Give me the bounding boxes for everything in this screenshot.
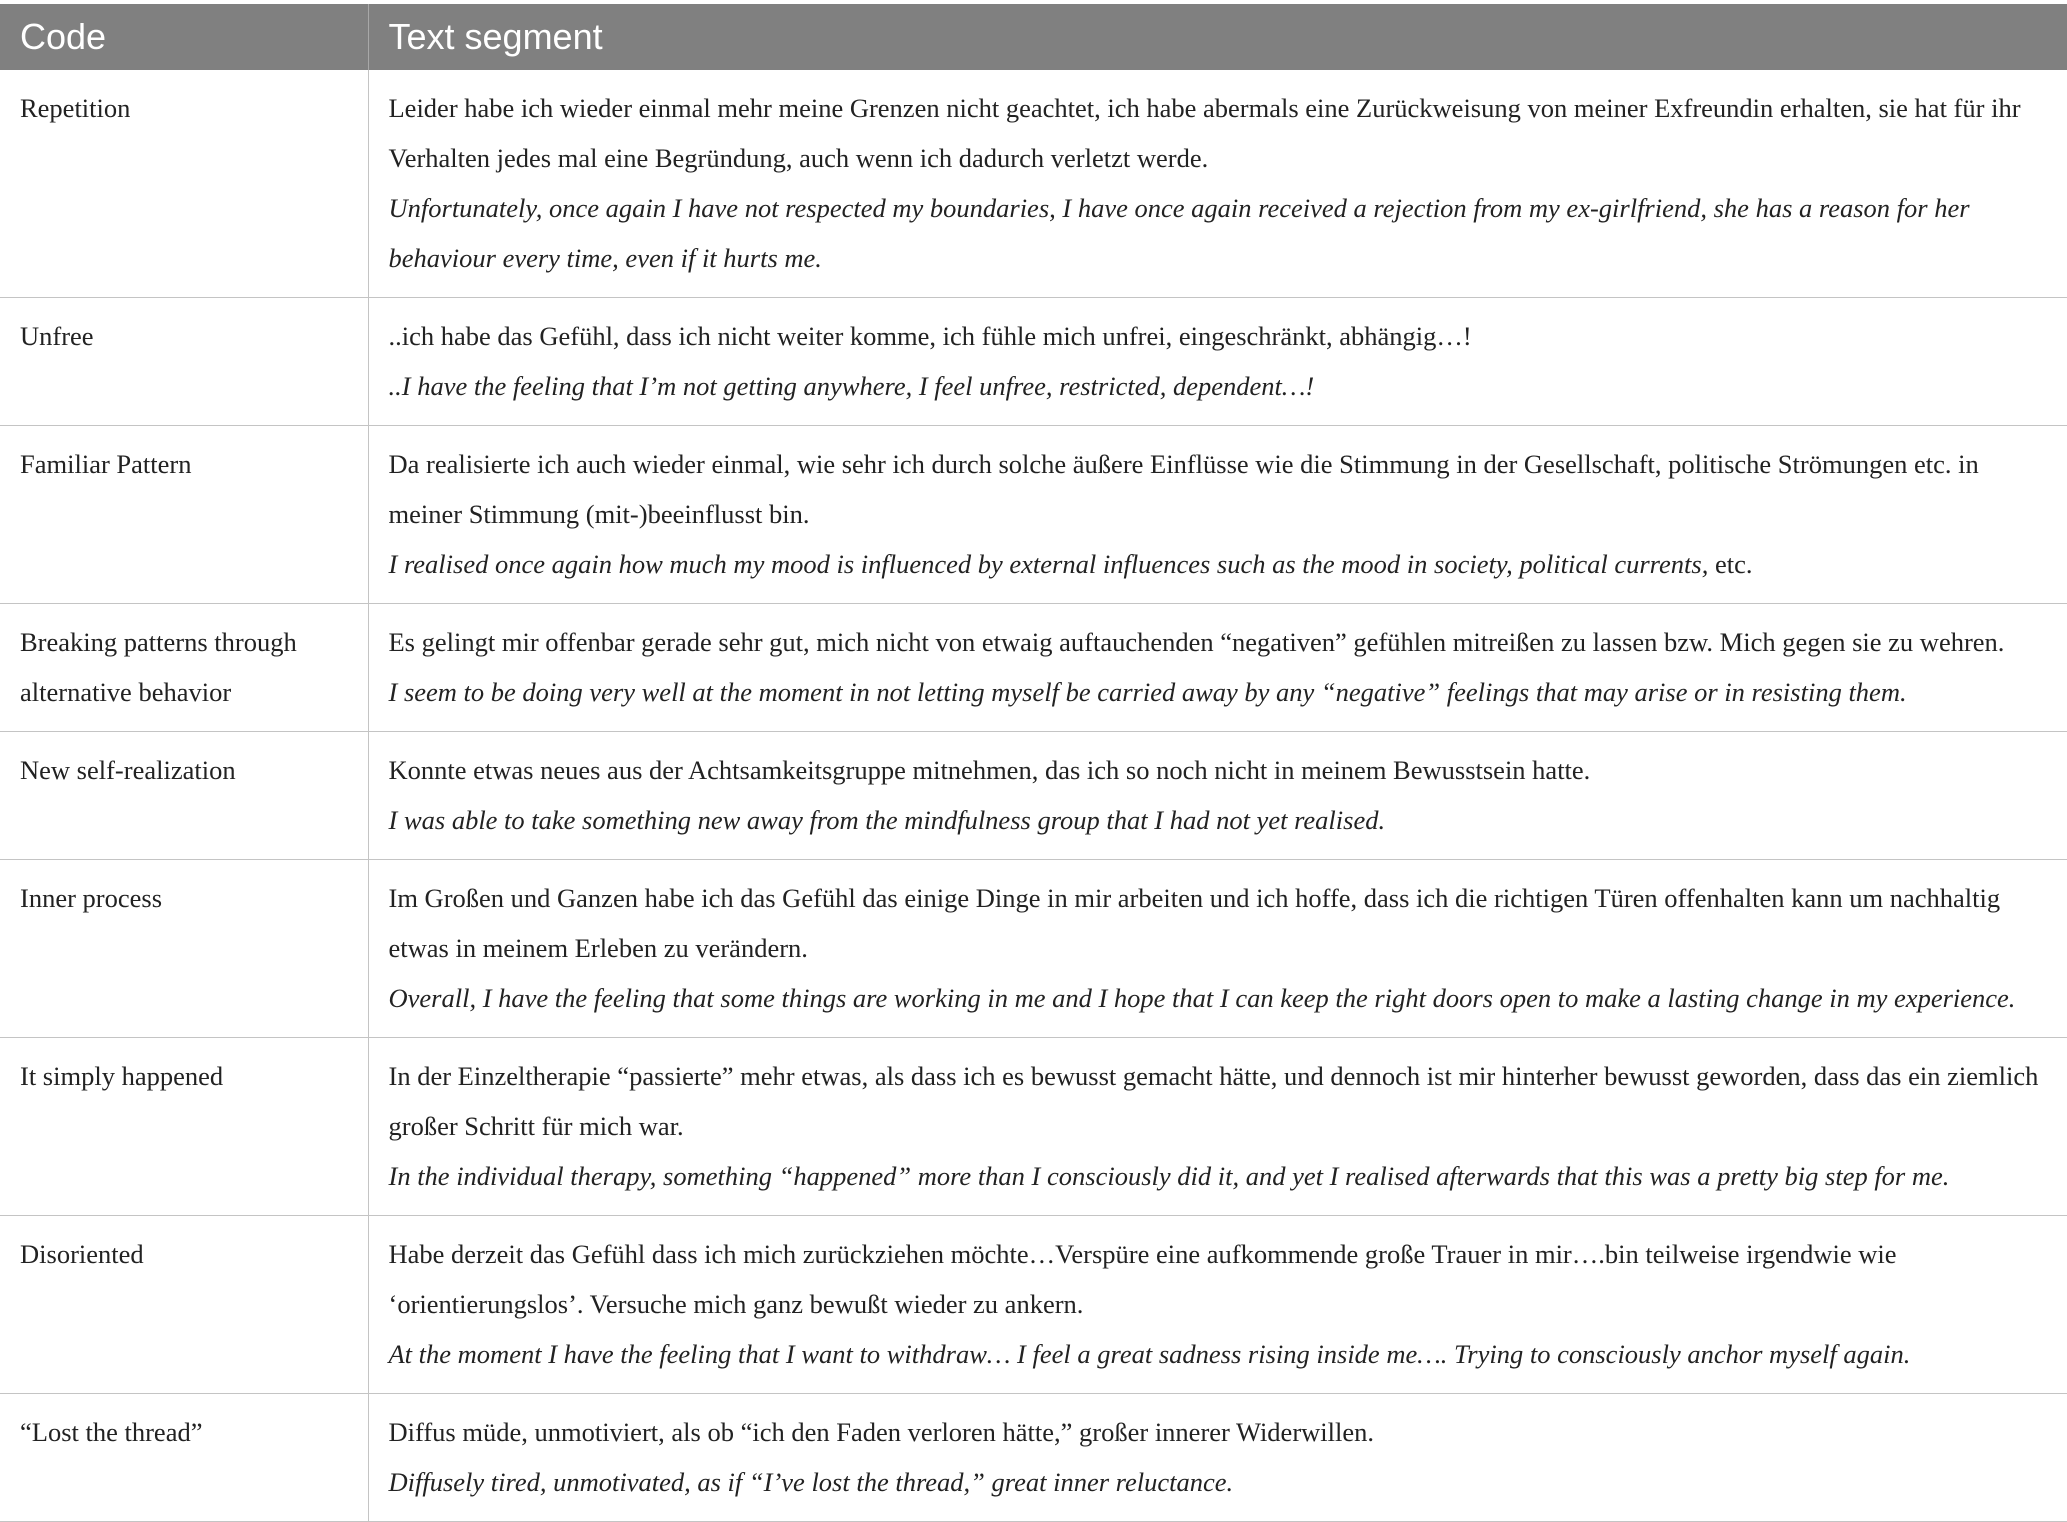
table-row (0, 298, 2067, 426)
german-text: In der Einzeltherapie “passierte” mehr etwas, als dass ich es bewusst gemacht hätte, und dennoch ist mir hinterher bewusst geworden, dass das ein ziemlich großer Schritt für mich war. (388, 1061, 2039, 1141)
code-cell: Disoriented (0, 1216, 368, 1394)
table-row (0, 426, 2067, 604)
english-translation: At the moment I have the feeling that I want to withdraw… I feel a great sadness rising inside me…. Trying to consciously anchor myself again. (388, 1339, 1911, 1369)
table-row (0, 70, 2067, 298)
english-translation: Diffusely tired, unmotivated, as if “I’ve lost the thread,” great inner reluctance. (388, 1467, 1234, 1497)
code-cell: Inner process (0, 860, 368, 1038)
english-translation: Overall, I have the feeling that some things are working in me and I hope that I can keep the right doors open to make a lasting change in my experience. (388, 983, 2016, 1013)
text-segment-cell (368, 604, 2067, 732)
code-cell: It simply happened (0, 1038, 368, 1216)
table-row (0, 1038, 2067, 1216)
code-cell: Familiar Pattern (0, 426, 368, 604)
table-header (0, 4, 2067, 70)
code-cell: Unfree (0, 298, 368, 426)
german-text: Da realisierte ich auch wieder einmal, wie sehr ich durch solche äußere Einflüsse wie die Stimmung in der Gesellschaft, politische Strömungen etc. in meiner Stimmung (mit-)beeinflusst bin. (388, 449, 1979, 529)
german-text: ..ich habe das Gefühl, dass ich nicht weiter komme, ich fühle mich unfrei, eingeschränkt, abhängig…! (388, 321, 1472, 351)
coding-table-container (0, 4, 2067, 1522)
header-row (0, 4, 2067, 70)
text-segment-cell (368, 860, 2067, 1038)
text-segment-cell (368, 1216, 2067, 1394)
text-segment-cell (368, 70, 2067, 298)
text-segment-cell (368, 1038, 2067, 1216)
text-segment-cell (368, 298, 2067, 426)
code-cell: Repetition (0, 70, 368, 298)
table-body (0, 70, 2067, 1522)
english-translation: I seem to be doing very well at the moment in not letting myself be carried away by any “negative” feelings that may arise or in resisting them. (388, 677, 1907, 707)
english-translation: In the individual therapy, something “happened” more than I consciously did it, and yet I realised afterwards that this was a pretty big step for me. (388, 1161, 1950, 1191)
german-text: Konnte etwas neues aus der Achtsamkeitsgruppe mitnehmen, das ich so noch nicht in meinem Bewusstsein hatte. (388, 755, 1591, 785)
english-translation: Unfortunately, once again I have not respected my boundaries, I have once again received a rejection from my ex-girlfriend, she has a reason for her behaviour every time, even if it hurts me. (388, 193, 1970, 273)
code-cell: “Lost the thread” (0, 1394, 368, 1522)
table-row (0, 1216, 2067, 1394)
column-header-text-segment: Text segment (368, 4, 2067, 70)
table-row (0, 732, 2067, 860)
english-translation: I was able to take something new away from the mindfulness group that I had not yet realised. (388, 805, 1386, 835)
table-row (0, 860, 2067, 1038)
english-translation: I realised once again how much my mood is influenced by external influences such as the mood in society, political currents, (388, 549, 1709, 579)
coding-table (0, 4, 2067, 1522)
german-text: Habe derzeit das Gefühl dass ich mich zurückziehen möchte…Verspüre eine aufkommende große Trauer in mir….bin teilweise irgendwie wie ‘orientierungslos’. Versuche mich ganz bewußt wieder zu ankern. (388, 1239, 1897, 1319)
german-text: Diffus müde, unmotiviert, als ob “ich den Faden verloren hätte,” großer innerer Widerwillen. (388, 1417, 1375, 1447)
german-text: Im Großen und Ganzen habe ich das Gefühl das einige Dinge in mir arbeiten und ich hoffe, dass ich die richtigen Türen offenhalten kann um nachhaltig etwas in meinem Erleben zu verändern. (388, 883, 2001, 963)
table-row (0, 1394, 2067, 1522)
text-segment-cell (368, 732, 2067, 860)
english-translation: ..I have the feeling that I’m not getting anywhere, I feel unfree, restricted, dependent…! (388, 371, 1315, 401)
english-translation-line (389, 549, 1753, 579)
text-segment-cell (368, 1394, 2067, 1522)
english-translation-tail: etc. (1708, 549, 1753, 579)
code-cell: New self-realization (0, 732, 368, 860)
german-text: Leider habe ich wieder einmal mehr meine Grenzen nicht geachtet, ich habe abermals eine Zurückweisung von meiner Exfreundin erhalten, sie hat für ihr Verhalten jedes mal eine Begründung, auch wenn ich dadurch verletzt werde. (388, 93, 2021, 173)
text-segment-cell (368, 426, 2067, 604)
table-row (0, 604, 2067, 732)
column-header-code: Code (0, 4, 368, 70)
german-text: Es gelingt mir offenbar gerade sehr gut, mich nicht von etwaig auftauchenden “negativen” gefühlen mitreißen zu lassen bzw. Mich gegen sie zu wehren. (388, 627, 2005, 657)
code-cell: Breaking patterns through alternative behavior (0, 604, 368, 732)
